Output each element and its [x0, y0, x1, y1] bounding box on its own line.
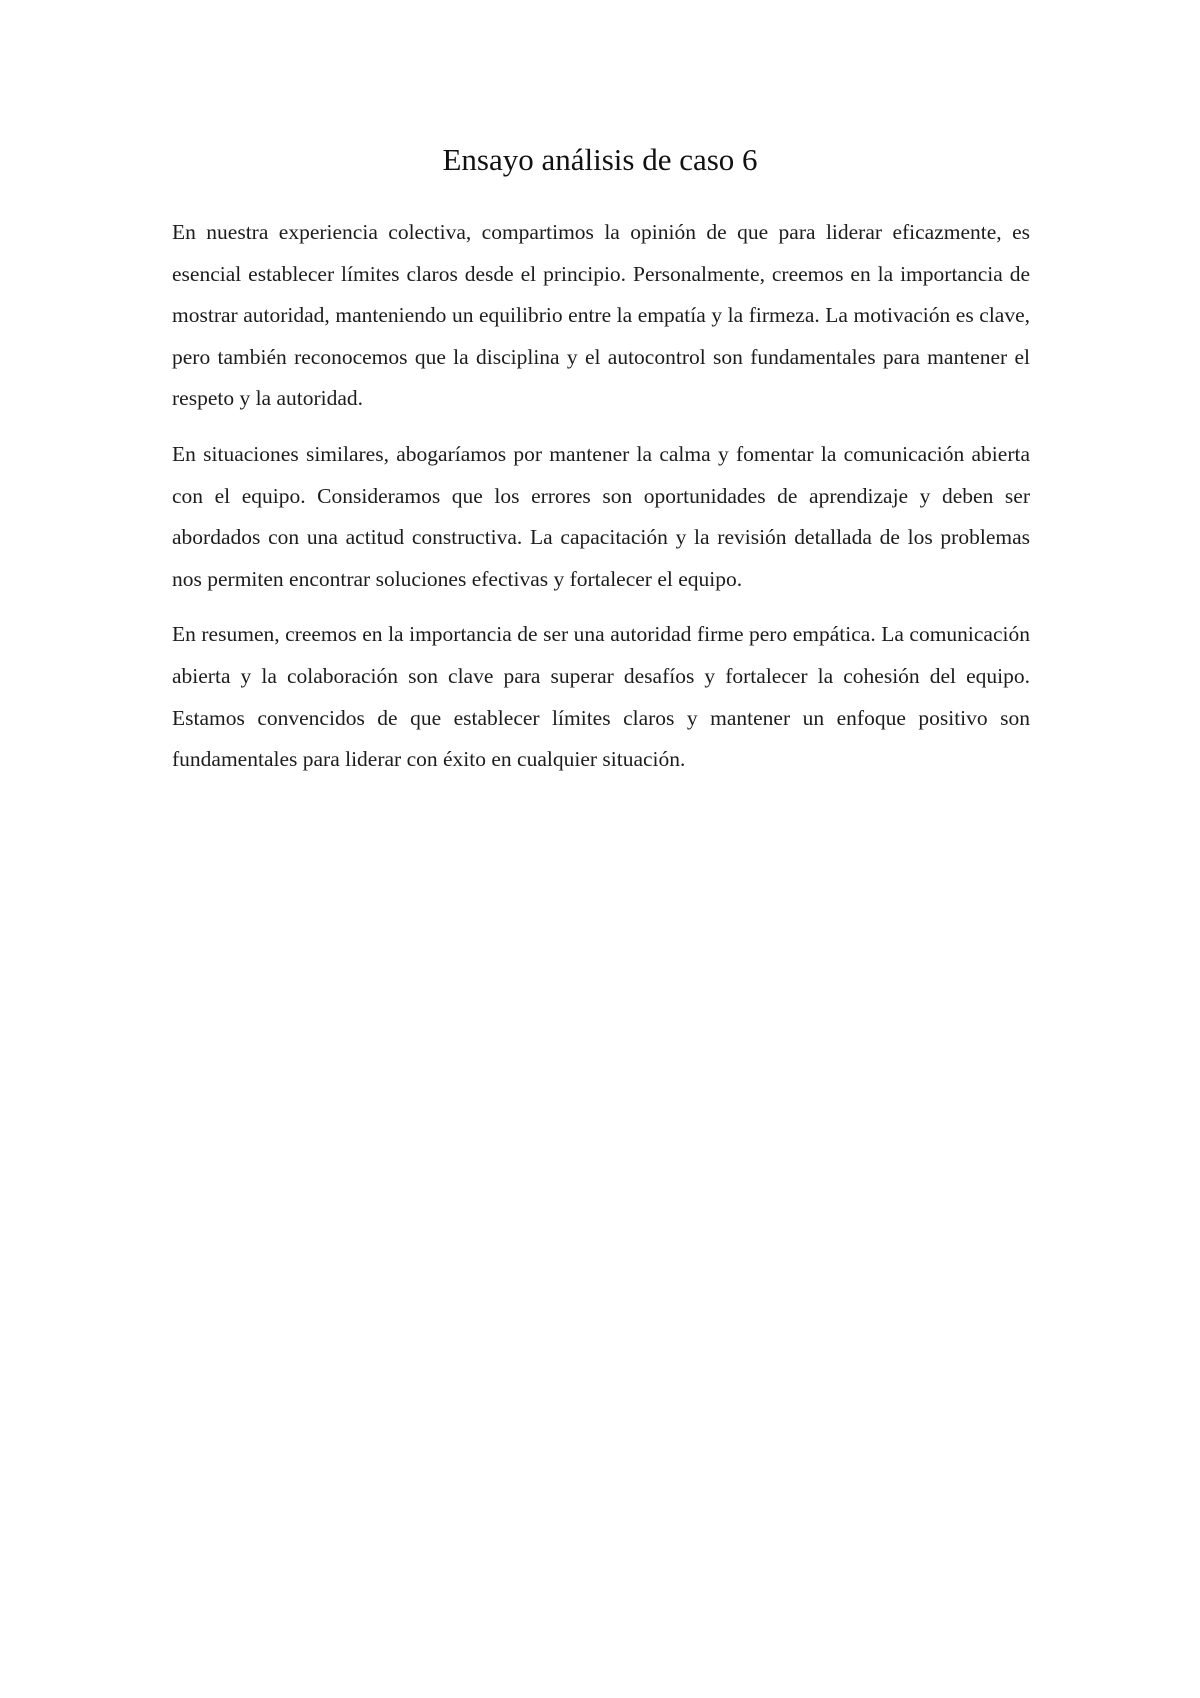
document-body — [172, 212, 1030, 795]
paragraph-3: En resumen, creemos en la importancia de ser una autoridad firme pero empática. La comunicación abierta y la colaboración son clave para superar desafíos y fortalecer la cohesión del equipo. Estamos convencidos de que establecer límites claros y mantener un enfoque positivo son fundamentales para liderar con éxito en cualquier situación. — [172, 622, 1030, 772]
document-title: Ensayo análisis de caso 6 — [442, 142, 758, 177]
paragraph-1: En nuestra experiencia colectiva, compartimos la opinión de que para liderar eficazmente, es esencial establecer límites claros desde el principio. Personalmente, creemos en la importancia de mostrar autoridad, manteniendo un equilibrio entre la empatía y la firmeza. La motivación es clave, pero también reconocemos que la disciplina y el autocontrol son fundamentales para mantener el respeto y la autoridad. — [172, 220, 1030, 411]
paragraph-2: En situaciones similares, abogaríamos por mantener la calma y fomentar la comunicación abierta con el equipo. Consideramos que los errores son oportunidades de aprendizaje y deben ser abordados con una actitud constructiva. La capacitación y la revisión detallada de los problemas nos permiten encontrar soluciones efectivas y fortalecer el equipo. — [172, 441, 1030, 591]
